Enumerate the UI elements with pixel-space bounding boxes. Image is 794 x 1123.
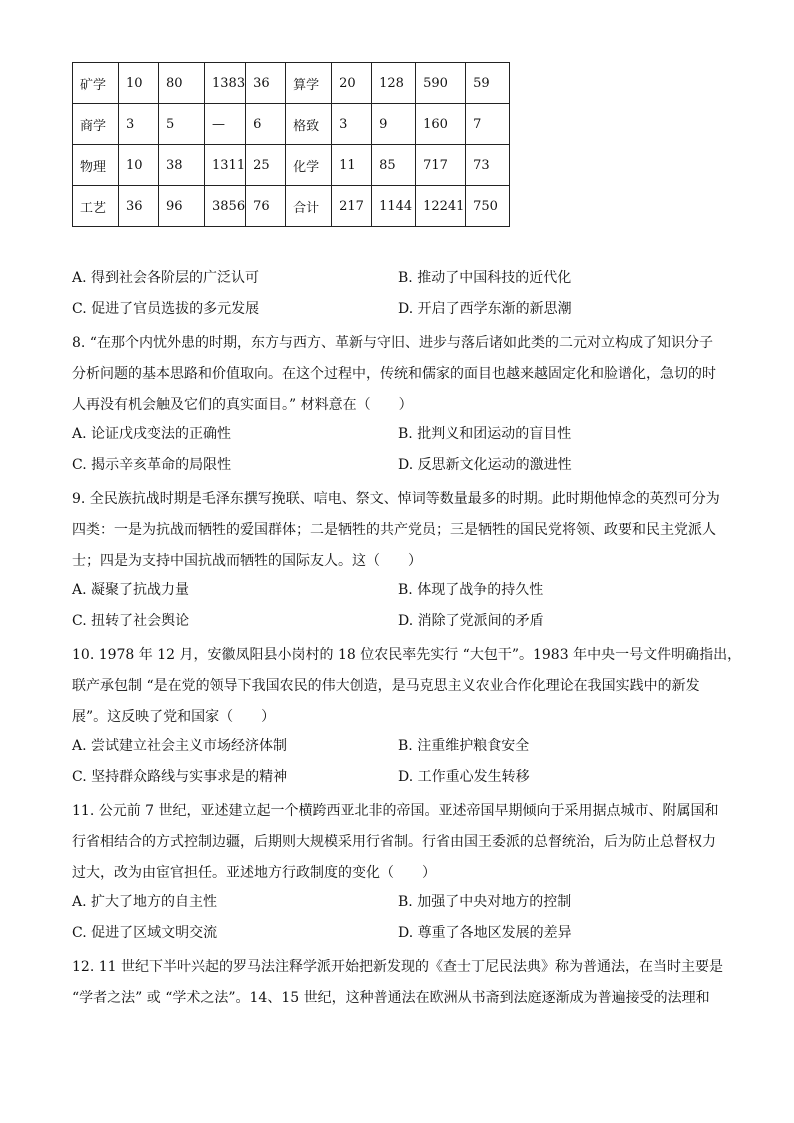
q10-option-c: C. 坚持群众路线与实事求是的精神 <box>72 769 288 785</box>
table-cell: 物理 <box>73 145 119 186</box>
table-cell: 76 <box>246 186 286 227</box>
q9-option-d: D. 消除了党派间的矛盾 <box>398 613 544 629</box>
question-11 <box>72 796 722 889</box>
question-10-line: 展”。这反映了党和国家（ ） <box>72 709 276 725</box>
question-9-line: 四类：一是为抗战而牺牲的爱国群体；二是牺牲的共产党员；三是牺牲的国民党将领、政要和民主党派人 <box>72 522 716 538</box>
table-row <box>73 145 510 186</box>
table-cell: 化学 <box>286 145 332 186</box>
table-cell: 1311 <box>205 145 246 186</box>
table-cell: 工艺 <box>73 186 119 227</box>
table-cell: 矿学 <box>73 63 119 104</box>
q11-option-d: D. 尊重了各地区发展的差异 <box>398 925 572 941</box>
q7-option-c: C. 促进了官员选拔的多元发展 <box>72 301 260 317</box>
table-cell: 38 <box>159 145 205 186</box>
question-11-line: 11. 公元前 7 世纪，亚述建立起一个横跨西亚北非的帝国。亚述帝国早期倾向于采用据点城市、附属国和 <box>72 803 719 819</box>
question-9 <box>72 484 722 577</box>
question-10-line: 10. 1978 年 12 月，安徽凤阳县小岗村的 18 位农民率先实行 “大包干”。1983 年中央一号文件明确指出， <box>72 647 742 663</box>
table-cell: 3 <box>332 104 372 145</box>
q8-option-b: B. 批判义和团运动的盲目性 <box>398 426 572 442</box>
table-cell: 36 <box>246 63 286 104</box>
q11-option-b: B. 加强了中央对地方的控制 <box>398 894 572 910</box>
q7-option-b: B. 推动了中国科技的近代化 <box>398 270 572 286</box>
table-cell: 商学 <box>73 104 119 145</box>
question-8-line: 分析问题的基本思路和价值取向。在这个过程中，传统和儒家的面目也越来越固定化和脸谱化，急切的时 <box>72 366 716 382</box>
q8-option-d: D. 反思新文化运动的激进性 <box>398 457 572 473</box>
question-9-line: 士；四是为支持中国抗战而牺牲的国际友人。这（ ） <box>72 553 422 569</box>
table-cell: 7 <box>466 104 510 145</box>
q11-option-a: A. 扩大了地方的自主性 <box>72 894 218 910</box>
table-cell: 10 <box>119 63 159 104</box>
table-cell: 3856 <box>205 186 246 227</box>
table-cell: 1383 <box>205 63 246 104</box>
statistics-table <box>72 62 510 227</box>
question-8-line: 人再没有机会触及它们的真实面目。” 材料意在（ ） <box>72 397 413 413</box>
table-cell: 25 <box>246 145 286 186</box>
question-12-line: “学者之法” 或 “学术之法”。14、15 世纪，这种普通法在欧洲从书斋到法庭逐渐成为普遍接受的法理和 <box>72 990 710 1006</box>
table-cell: 96 <box>159 186 205 227</box>
table-row <box>73 186 510 227</box>
table-cell: 格致 <box>286 104 332 145</box>
question-11-line: 行省相结合的方式控制边疆，后期则大规模采用行省制。行省由国王委派的总督统治，后为防止总督权力 <box>72 834 716 850</box>
table-cell: 59 <box>466 63 510 104</box>
table-cell: 85 <box>372 145 416 186</box>
q7-option-d: D. 开启了西学东渐的新思潮 <box>398 301 572 317</box>
question-9-line: 9. 全民族抗战时期是毛泽东撰写挽联、唁电、祭文、悼词等数量最多的时期。此时期他悼念的英烈可分为 <box>72 491 720 507</box>
table-cell: 3 <box>119 104 159 145</box>
q9-option-b: B. 体现了战争的持久性 <box>398 582 544 598</box>
table-cell: 12241 <box>416 186 466 227</box>
table-cell: 217 <box>332 186 372 227</box>
q7-option-a: A. 得到社会各阶层的广泛认可 <box>72 270 260 286</box>
q9-option-a: A. 凝聚了抗战力量 <box>72 582 190 598</box>
question-8-line: 8. “在那个内忧外患的时期，东方与西方、革新与守旧、进步与落后诸如此类的二元对立构成了知识分子 <box>72 335 713 351</box>
table-cell: 73 <box>466 145 510 186</box>
table-cell: 717 <box>416 145 466 186</box>
q10-option-a: A. 尝试建立社会主义市场经济体制 <box>72 738 288 754</box>
q8-option-c: C. 揭示辛亥革命的局限性 <box>72 457 232 473</box>
question-12 <box>72 952 722 1014</box>
question-8 <box>72 328 722 421</box>
table-cell: 36 <box>119 186 159 227</box>
table-row <box>73 63 510 104</box>
table-cell: 9 <box>372 104 416 145</box>
table-cell: 6 <box>246 104 286 145</box>
question-11-line: 过大，改为由宦官担任。亚述地方行政制度的变化（ ） <box>72 865 436 881</box>
table-cell: 750 <box>466 186 510 227</box>
table-cell: 算学 <box>286 63 332 104</box>
table-cell: 80 <box>159 63 205 104</box>
question-12-line: 12. 11 世纪下半叶兴起的罗马法注释学派开始把新发现的《查士丁尼民法典》称为普通法，在当时主要是 <box>72 959 723 975</box>
q10-option-d: D. 工作重心发生转移 <box>398 769 530 785</box>
q8-option-a: A. 论证戊戌变法的正确性 <box>72 426 232 442</box>
q9-option-c: C. 扭转了社会舆论 <box>72 613 190 629</box>
question-10 <box>72 640 742 733</box>
question-10-line: 联产承包制 “是在党的领导下我国农民的伟大创造，是马克思主义农业合作化理论在我国实践中的新发 <box>72 678 700 694</box>
table-cell: — <box>205 104 246 145</box>
table-cell: 11 <box>332 145 372 186</box>
table-cell: 10 <box>119 145 159 186</box>
table-row <box>73 104 510 145</box>
table-cell: 128 <box>372 63 416 104</box>
table-cell: 合计 <box>286 186 332 227</box>
table-cell: 160 <box>416 104 466 145</box>
table-cell: 5 <box>159 104 205 145</box>
table-cell: 20 <box>332 63 372 104</box>
q11-option-c: C. 促进了区域文明交流 <box>72 925 218 941</box>
table-cell: 590 <box>416 63 466 104</box>
table-cell: 1144 <box>372 186 416 227</box>
q10-option-b: B. 注重维护粮食安全 <box>398 738 530 754</box>
